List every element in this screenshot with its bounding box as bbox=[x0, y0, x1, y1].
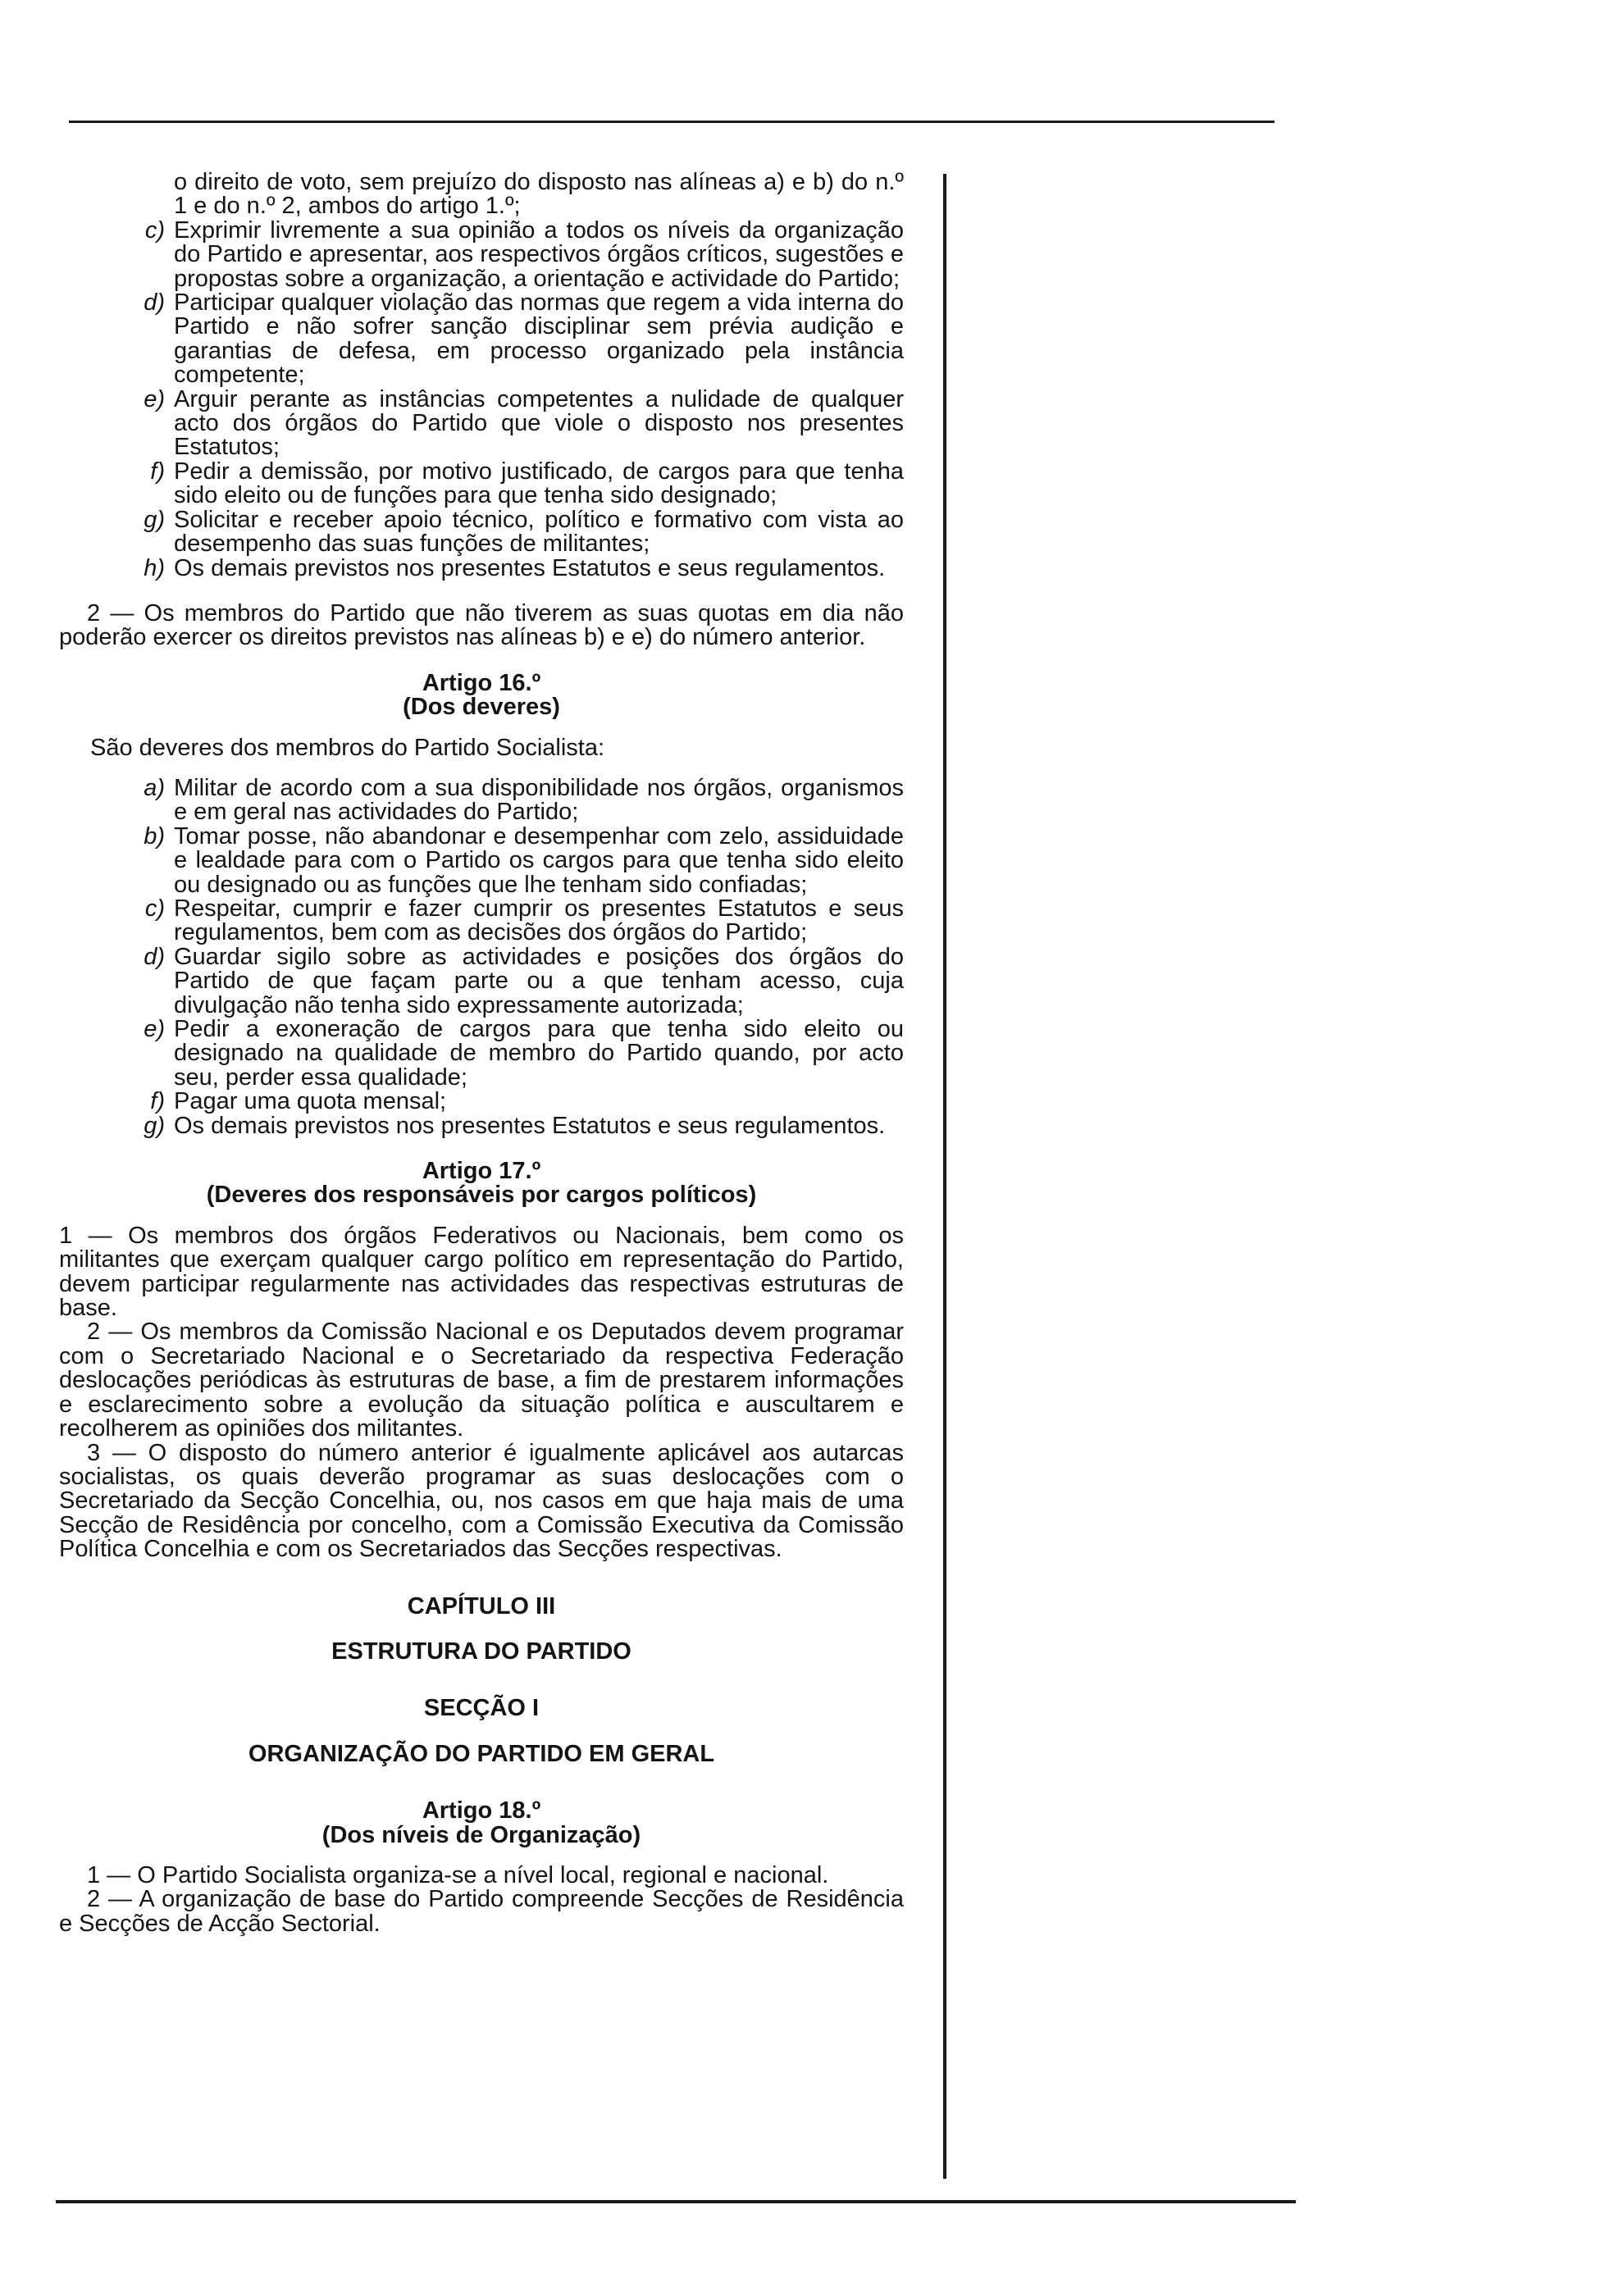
section-label: SECÇÃO I bbox=[423, 1695, 540, 1722]
art16-lead: São deveres dos membros do Partido Socialista: bbox=[90, 734, 605, 761]
list-item bbox=[59, 822, 904, 898]
item-text: Os demais previstos nos presentes Estatutos e seus regulamentos. bbox=[174, 1112, 886, 1139]
item-text: Guardar sigilo sobre as actividades e posições dos órgãos do Partido de que façam parte ou a que tenham acesso, cuja divulgação não tenha sido expressamente autorizada; bbox=[174, 943, 904, 1018]
text-column bbox=[59, 171, 904, 1936]
bottom-rule bbox=[56, 2200, 1296, 2203]
item-text: Exprimir livremente a sua opinião a todos os níveis da organização do Partido e apresentar, aos respectivos órgãos críticos, sugestões e propostas sobre a organização, a orientação e actividade do Partido; bbox=[174, 216, 904, 292]
item-text: Participar qualquer violação das normas que regem a vida interna do Partido e não sofrer sanção disciplinar sem prévia audição e garantias de defesa, em processo organizado pela instância competente; bbox=[174, 289, 904, 389]
item-text: Pedir a exoneração de cargos para que tenha sido eleito ou designado na qualidade de membro do Partido quando, por acto seu, perder essa qualidade; bbox=[174, 1016, 904, 1091]
art17-subtitle: (Deveres dos responsáveis por cargos políticos) bbox=[206, 1182, 757, 1209]
art16-title: Artigo 16.º bbox=[422, 669, 541, 696]
item-text: Tomar posse, não abandonar e desempenhar com zelo, assiduidade e lealdade para com o Partido os cargos para que tenha sido eleito ou designado ou as funções que lhe tenham sido confiadas; bbox=[174, 822, 904, 898]
item-label: d) bbox=[144, 943, 165, 970]
list-item bbox=[59, 508, 904, 557]
item-label: c) bbox=[144, 216, 165, 244]
list-item bbox=[59, 897, 904, 945]
list-item bbox=[59, 291, 904, 388]
item-label: g) bbox=[144, 1112, 165, 1139]
art18-paragraph-2: 2 — A organização de base do Partido compreende Secções de Residência e Secções de Acção Sectorial. bbox=[59, 1886, 904, 1937]
list-item bbox=[59, 1018, 904, 1090]
item-label: b) bbox=[144, 822, 165, 850]
list-item bbox=[59, 774, 904, 826]
item-text: Respeitar, cumprir e fazer cumprir os presentes Estatutos e seus regulamentos, bem com as decisões dos órgãos do Partido; bbox=[174, 895, 904, 946]
section-title: ORGANIZAÇÃO DO PARTIDO EM GERAL bbox=[248, 1740, 715, 1767]
list-item bbox=[59, 945, 904, 1018]
chapter-title: ESTRUTURA DO PARTIDO bbox=[331, 1638, 631, 1665]
rights-list bbox=[59, 216, 904, 581]
item-text: Pagar uma quota mensal; bbox=[174, 1088, 447, 1115]
item-label: f) bbox=[150, 1088, 165, 1115]
art15-paragraph-2: 2 — Os membros do Partido que não tiverem as suas quotas em dia não poderão exercer os direitos previstos nas alíneas b) e e) do número anterior. bbox=[59, 599, 904, 651]
item-label: e) bbox=[144, 385, 165, 412]
list-item bbox=[59, 1114, 904, 1138]
list-item bbox=[59, 216, 904, 292]
art18-subtitle: (Dos níveis de Organização) bbox=[321, 1821, 641, 1848]
art17-paragraph-1: 1 — Os membros dos órgãos Federativos ou Nacionais, bem como os militantes que exerçam qualquer cargo político em representação do Partido, devem participar regularmente nas actividades das respectivas estruturas de base. bbox=[59, 1222, 904, 1322]
item-text: Os demais previstos nos presentes Estatutos e seus regulamentos. bbox=[174, 554, 886, 581]
item-label: a) bbox=[144, 774, 165, 801]
list-item bbox=[59, 460, 904, 508]
duties-list bbox=[59, 774, 904, 1139]
list-item bbox=[59, 554, 904, 581]
item-text: Militar de acordo com a sua disponibilidade nos órgãos, organismos e em geral nas actividades do Partido; bbox=[174, 774, 904, 826]
art17-paragraph-2: 2 — Os membros da Comissão Nacional e os Deputados devem programar com o Secretariado Nacional e o Secretariado da respectiva Federação deslocações periódicas às estruturas de base, a fim de prestarem informações e esclarecimento sobre a evolução da situação política e auscultarem e recolherem as opiniões dos militantes. bbox=[59, 1319, 904, 1442]
item-text: Pedir a demissão, por motivo justificado, de cargos para que tenha sido eleito ou de funções para que tenha sido designado; bbox=[174, 458, 904, 509]
art18-title: Artigo 18.º bbox=[422, 1797, 541, 1824]
list-item bbox=[59, 385, 904, 461]
item-label: e) bbox=[144, 1016, 165, 1042]
chapter-label: CAPÍTULO III bbox=[407, 1592, 556, 1620]
list-item bbox=[59, 1090, 904, 1114]
item-label: d) bbox=[144, 289, 165, 317]
column-divider bbox=[943, 174, 946, 2179]
intro-continuation: o direito de voto, sem prejuízo do disposto nas alíneas a) e b) do n.º 1 e do n.º 2, ambos do artigo 1.º; bbox=[174, 169, 904, 220]
art17-paragraph-3: 3 — O disposto do número anterior é igualmente aplicável aos autarcas socialistas, os quais deverão programar as suas deslocações com o Secretariado da Secção Concelhia, ou, nos casos em que haja mais de uma Secção de Residência por concelho, com a Comissão Executiva da Comissão Política Concelhia e com os Secretariados das Secções respectivas. bbox=[59, 1439, 904, 1563]
item-label: c) bbox=[144, 895, 165, 922]
item-label: h) bbox=[144, 554, 165, 581]
item-text: Solicitar e receber apoio técnico, político e formativo com vista ao desempenho das suas funções de militantes; bbox=[174, 506, 904, 558]
item-label: f) bbox=[150, 458, 165, 485]
art16-subtitle: (Dos deveres) bbox=[403, 694, 560, 721]
item-text: Arguir perante as instâncias competentes a nulidade de qualquer acto dos órgãos do Partido que viole o disposto nos presentes Estatutos; bbox=[174, 385, 904, 461]
item-label: g) bbox=[144, 506, 165, 533]
art17-title: Artigo 17.º bbox=[422, 1158, 541, 1185]
art18-paragraph-1: 1 — O Partido Socialista organiza-se a nível local, regional e nacional. bbox=[87, 1861, 829, 1888]
top-rule bbox=[69, 121, 1274, 123]
